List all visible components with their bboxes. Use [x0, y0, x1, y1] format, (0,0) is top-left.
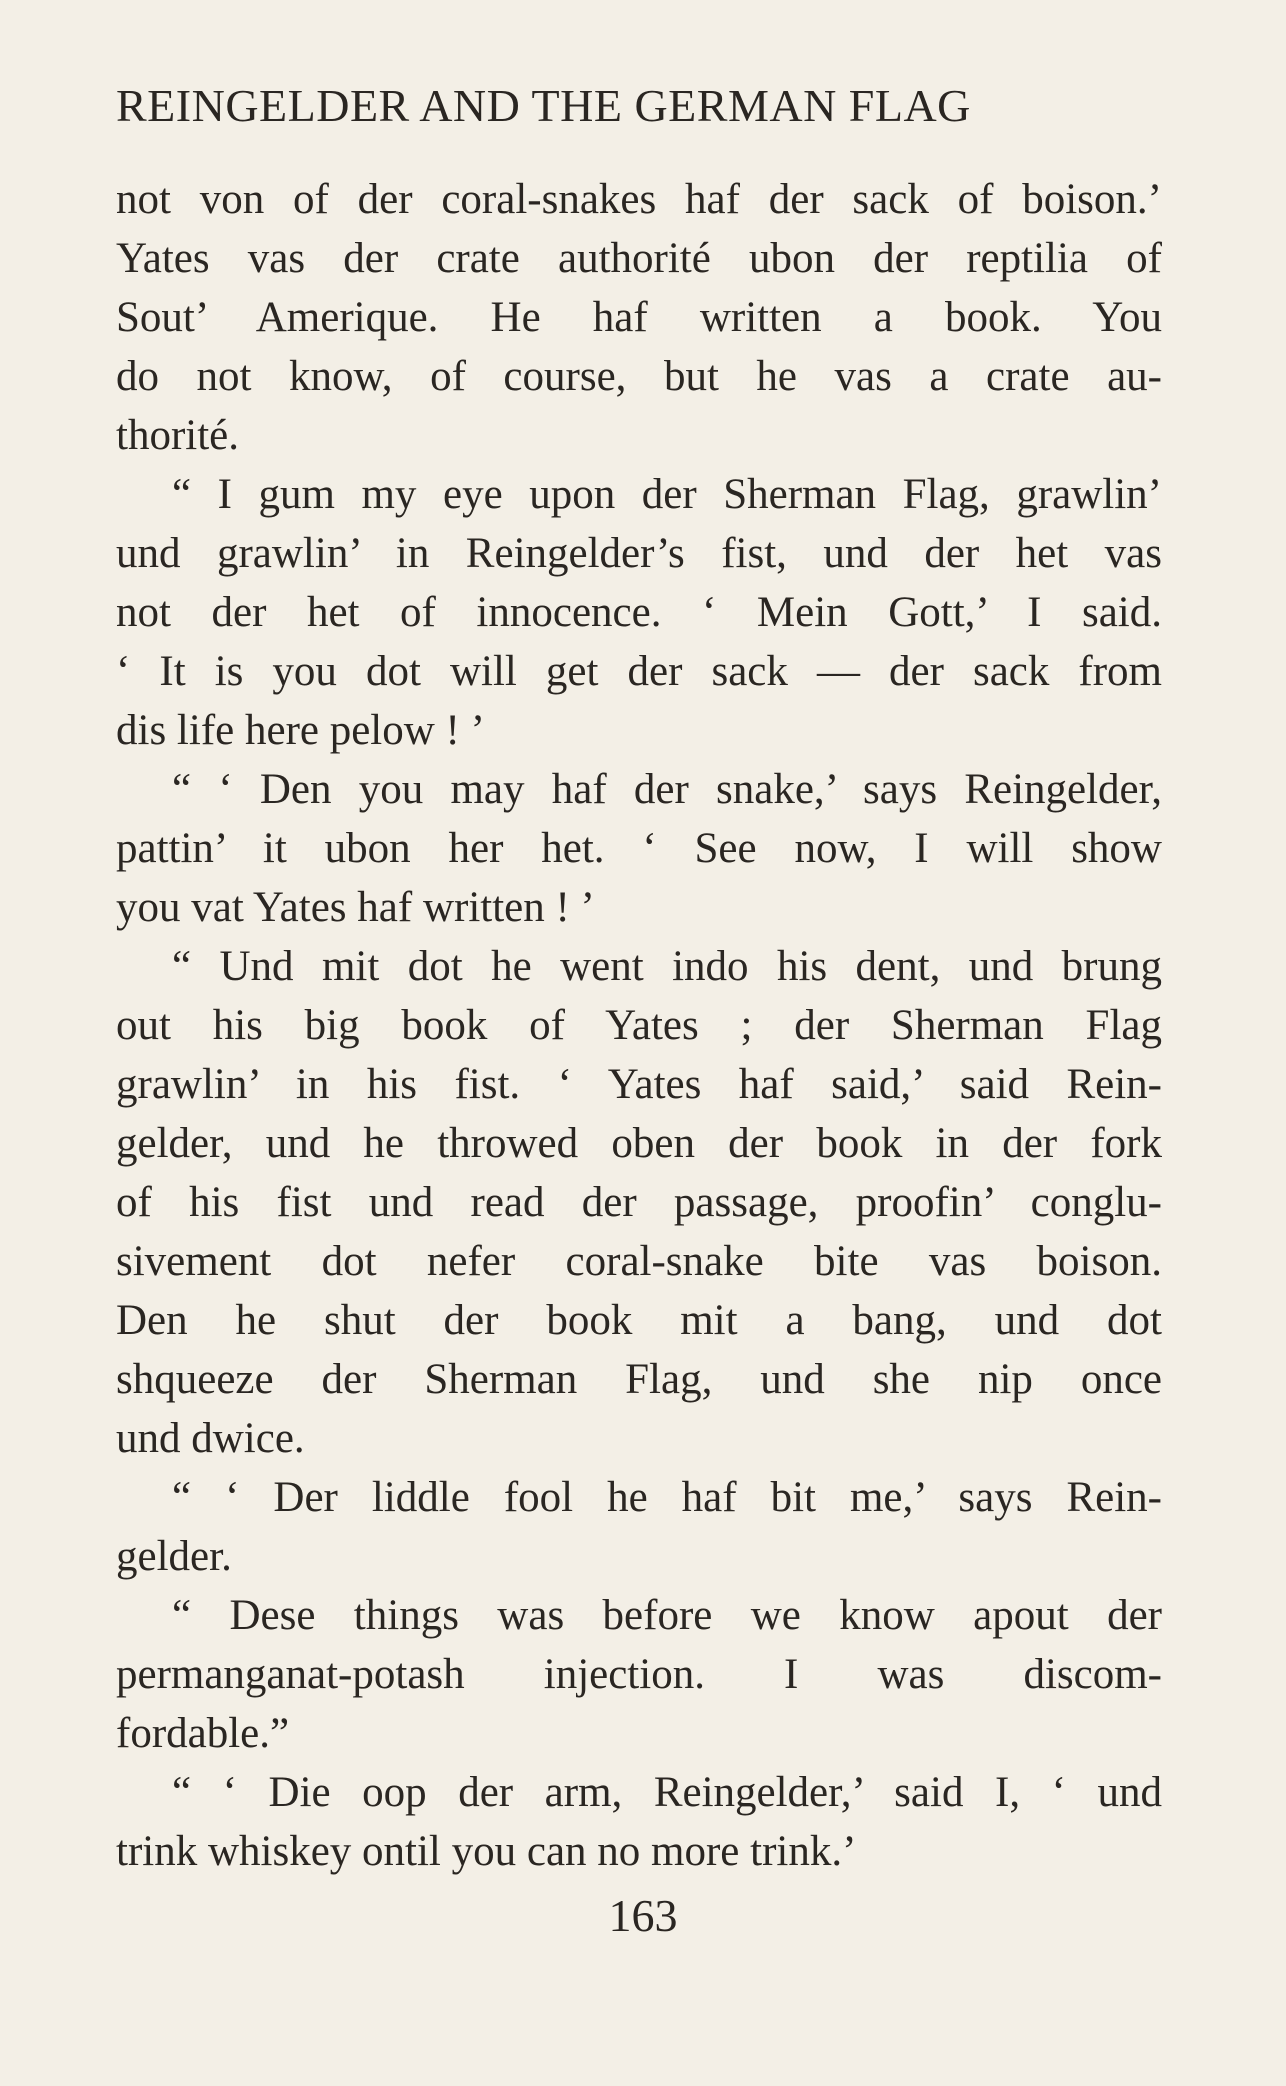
text-line: sivement dot nefer coral-snake bite vas boison. — [116, 1238, 1162, 1285]
running-title: REINGELDER AND THE GERMAN FLAG — [116, 80, 971, 131]
text-line: of his fist und read der passage, proofin’ conglu- — [116, 1179, 1162, 1226]
text-line: thorité. — [116, 412, 239, 459]
text-line: you vat Yates haf written ! ’ — [116, 884, 595, 931]
page-number: 163 — [608, 1890, 678, 1941]
text-line: “ ‘ Der liddle fool he haf bit me,’ says Rein- — [172, 1474, 1162, 1521]
text-line: not der het of innocence. ‘ Mein Gott,’ I said. — [116, 589, 1162, 636]
text-line: Yates vas der crate authorité ubon der reptilia of — [116, 235, 1162, 282]
text-line: und grawlin’ in Reingelder’s fist, und der het vas — [116, 530, 1162, 577]
text-line: fordable.” — [116, 1710, 290, 1757]
text-line: “ I gum my eye upon der Sherman Flag, grawlin’ — [172, 471, 1162, 518]
text-line: “ Und mit dot he went indo his dent, und brung — [172, 943, 1162, 990]
text-line: “ ‘ Den you may haf der snake,’ says Reingelder, — [172, 766, 1162, 813]
text-line: do not know, of course, but he vas a crate au- — [116, 353, 1162, 400]
text-line: trink whiskey ontil you can no more trink.’ — [116, 1828, 857, 1875]
text-line: shqueeze der Sherman Flag, und she nip once — [116, 1356, 1162, 1403]
text-line: dis life here pelow ! ’ — [116, 707, 485, 754]
text-line: not von of der coral-snakes haf der sack of boison.’ — [116, 176, 1162, 223]
text-line: gelder, und he throwed oben der book in der fork — [116, 1120, 1162, 1167]
text-line: “ ‘ Die oop der arm, Reingelder,’ said I, ‘ und — [172, 1769, 1162, 1816]
text-line: pattin’ it ubon her het. ‘ See now, I will show — [116, 825, 1162, 872]
text-line: grawlin’ in his fist. ‘ Yates haf said,’ said Rein- — [116, 1061, 1162, 1108]
text-line: “ Dese things was before we know apout der — [172, 1592, 1162, 1639]
text-line: Sout’ Amerique. He haf written a book. You — [116, 294, 1162, 341]
text-line: Den he shut der book mit a bang, und dot — [116, 1297, 1162, 1344]
text-line: permanganat-potash injection. I was discom- — [116, 1651, 1162, 1698]
text-line: und dwice. — [116, 1415, 305, 1462]
text-line: gelder. — [116, 1533, 232, 1580]
text-line: ‘ It is you dot will get der sack — der sack from — [116, 648, 1162, 695]
text-line: out his big book of Yates ; der Sherman Flag — [116, 1002, 1162, 1049]
